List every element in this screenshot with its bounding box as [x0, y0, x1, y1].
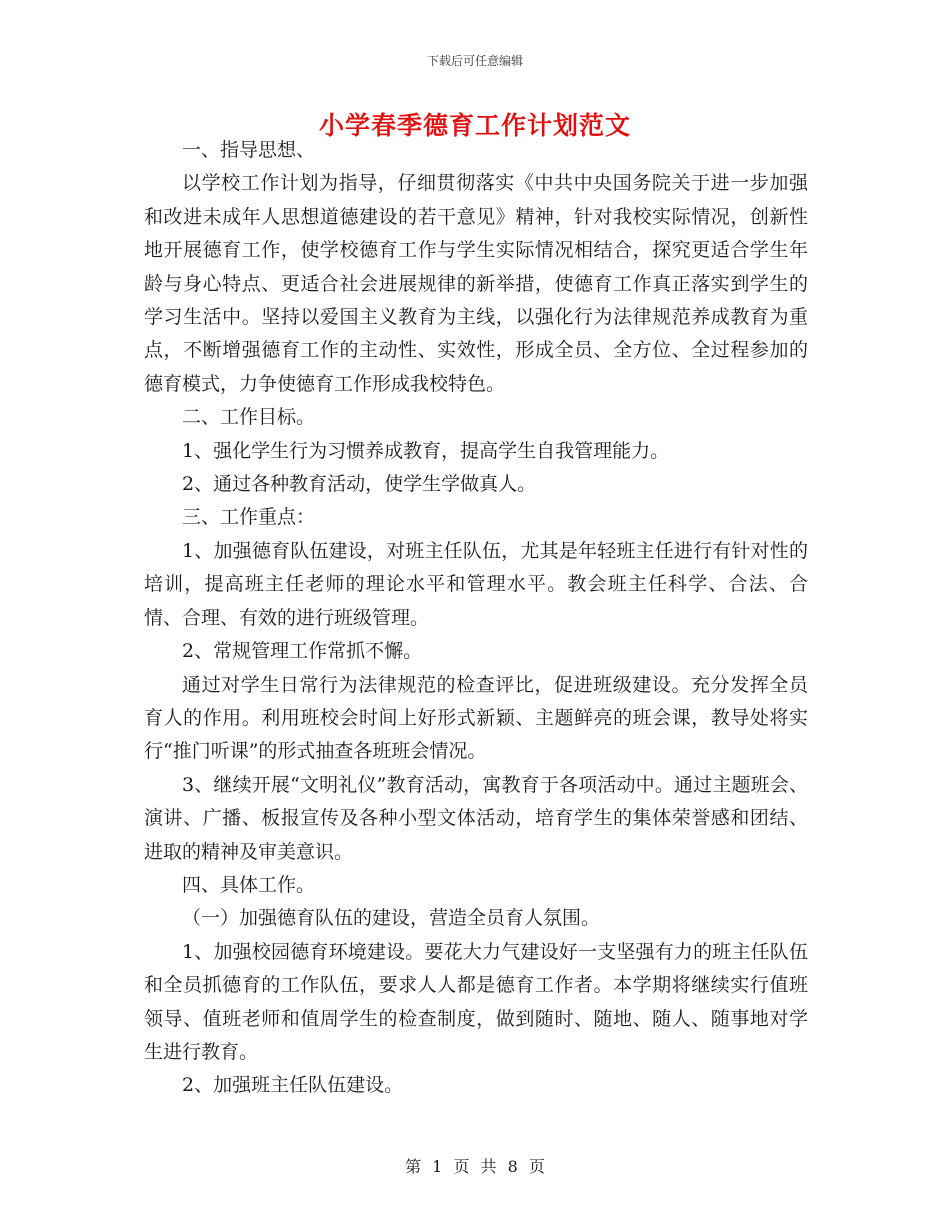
section-heading-3: 三、工作重点： — [182, 506, 316, 529]
goal-item-2: 2、通过各种教育活动，使学生学做真人。 — [182, 473, 537, 496]
focus-item-3: 3、继续开展“文明礼仪”教育活动，寓教育于各项活动中。通过主题班会、演讲、广播、板报宣传及各种小型文体活动，培育学生的集体荣誉感和团结、进取的精神及审美意识。 — [144, 773, 808, 863]
header-note: 下载后可任意编辑 — [426, 54, 523, 68]
focus-item-2: 2、常规管理工作常抓不懈。 — [182, 640, 423, 663]
section-heading-4: 四、具体工作。 — [182, 873, 316, 896]
goal-item-1: 1、强化学生行为习惯养成教育，提高学生自我管理能力。 — [182, 439, 670, 462]
subsection-heading-1: （一）加强德育队伍的建设，营造全员育人氛围。 — [182, 907, 601, 930]
section-heading-1: 一、指导思想、 — [182, 139, 316, 161]
paragraph-guiding-thought: 以学校工作计划为指导，仔细贯彻落实《中共中央国务院关于进一步加强和改进未成年人思想道德建设的若干意见》精神，针对我校实际情况，创新性地开展德育工作，使学校德育工作与学生实际情况相结合，探究更适合学生年龄与身心特点、更适合社会进展规律的新举措，使德育工作真正落实到学生的学习生活中。坚持以爱国主义教育为主线，以强化行为法律规范养成教育为重点，不断增强德育工作的主动性、实效性，形成全员、全方位、全过程参加的德育模式，力争使德育工作形成我校特色。 — [144, 172, 808, 395]
document-title: 小学春季德育工作计划范文 — [318, 111, 631, 140]
work-item-1: 1、加强校园德育环境建设。要花大力气建设好一支坚强有力的班主任队伍和全员抓德育的工作队伍，要求人人都是德育工作者。本学期将继续实行值班领导、值班老师和值周学生的检查制度，做到随时、随地、随人、随事地对学生进行教育。 — [144, 940, 808, 1063]
document-body — [144, 134, 808, 1103]
section-heading-2: 二、工作目标。 — [182, 406, 316, 429]
work-item-2: 2、加强班主任队伍建设。 — [182, 1074, 404, 1097]
page-footer: 第 1 页 共 8 页 — [405, 1157, 545, 1176]
paragraph-routine-management: 通过对学生日常行为法律规范的检查评比，促进班级建设。充分发挥全员育人的作用。利用班校会时间上好形式新颖、主题鲜亮的班会课，教导处将实行“推门听课”的形式抽查各班班会情况。 — [144, 673, 808, 763]
focus-item-1: 1、加强德育队伍建设，对班主任队伍，尤其是年轻班主任进行有针对性的培训，提高班主任老师的理论水平和管理水平。教会班主任科学、合法、合情、合理、有效的进行班级管理。 — [144, 539, 808, 629]
